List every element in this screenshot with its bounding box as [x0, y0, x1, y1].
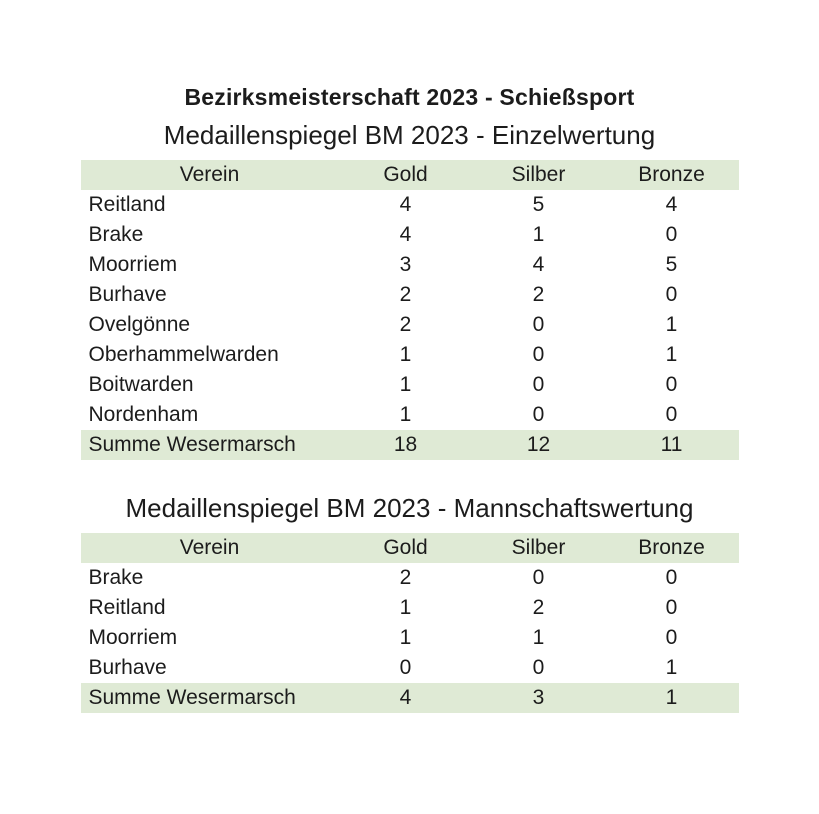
club-name-cell: Reitland [88, 596, 166, 619]
medal-count-cell: 0 [665, 566, 678, 589]
medal-count-cell: 0 [532, 343, 545, 366]
column-header-bronze: Bronze [605, 160, 739, 190]
total-silber-cell: 12 [473, 430, 605, 460]
medal-count-cell: 2 [532, 283, 545, 306]
table-row [81, 593, 739, 623]
medal-count-cell: 1 [665, 313, 678, 336]
medal-count-cell: 0 [532, 566, 545, 589]
table-row [81, 250, 739, 280]
club-name-cell: Ovelgönne [88, 313, 191, 336]
page-title: Bezirksmeisterschaft 2023 - Schießsport [184, 84, 635, 110]
total-bronze-cell: 11 [605, 430, 739, 460]
medal-count-cell: 0 [665, 373, 678, 396]
medal-table-mannschaftswertung [81, 533, 739, 713]
total-label-cell: Summe Wesermarsch [81, 683, 339, 713]
club-name-cell: Burhave [88, 283, 167, 306]
medal-count-cell: 1 [399, 373, 412, 396]
column-header-verein: Verein [81, 533, 339, 563]
medal-count-cell: 4 [399, 193, 412, 216]
medal-count-cell: 4 [532, 253, 545, 276]
medal-count-cell: 0 [399, 656, 412, 679]
club-name-cell: Reitland [88, 193, 166, 216]
club-name-cell: Nordenham [88, 403, 199, 426]
medal-count-cell: 1 [532, 223, 545, 246]
table-row [81, 563, 739, 593]
medal-count-cell: 3 [399, 253, 412, 276]
medal-count-cell: 0 [665, 596, 678, 619]
medal-count-cell: 4 [399, 223, 412, 246]
table-subtitle-einzelwertung: Medaillenspiegel BM 2023 - Einzelwertung [163, 120, 656, 150]
table-row [81, 653, 739, 683]
club-name-cell: Moorriem [88, 253, 178, 276]
medal-count-cell: 2 [532, 596, 545, 619]
medal-count-cell: 0 [665, 223, 678, 246]
table-subtitle-mannschaftswertung: Medaillenspiegel BM 2023 - Mannschaftswertung [125, 493, 694, 523]
club-name-cell: Oberhammelwarden [88, 343, 279, 366]
total-silber-cell: 3 [473, 683, 605, 713]
header-row [81, 533, 739, 563]
total-gold-cell: 4 [339, 683, 473, 713]
medal-table-einzelwertung [81, 160, 739, 460]
club-name-cell: Brake [88, 223, 144, 246]
medal-count-cell: 0 [665, 403, 678, 426]
medal-count-cell: 0 [532, 313, 545, 336]
total-bronze-cell: 1 [605, 683, 739, 713]
medal-count-cell: 1 [399, 403, 412, 426]
medal-count-cell: 1 [399, 343, 412, 366]
column-header-gold: Gold [339, 160, 473, 190]
column-header-silber: Silber [473, 533, 605, 563]
table-row [81, 400, 739, 430]
medal-count-cell: 4 [665, 193, 678, 216]
club-name-cell: Boitwarden [88, 373, 194, 396]
table-row [81, 280, 739, 310]
medal-count-cell: 0 [532, 373, 545, 396]
table-row [81, 370, 739, 400]
total-gold-cell: 18 [339, 430, 473, 460]
table-row [81, 220, 739, 250]
medal-count-cell: 0 [532, 403, 545, 426]
medal-count-cell: 1 [532, 626, 545, 649]
medal-count-cell: 1 [665, 343, 678, 366]
medal-count-cell: 1 [665, 656, 678, 679]
column-header-bronze: Bronze [605, 533, 739, 563]
total-row [81, 683, 739, 713]
table-row [81, 340, 739, 370]
table-row [81, 310, 739, 340]
medal-count-cell: 0 [665, 283, 678, 306]
medal-count-cell: 2 [399, 313, 412, 336]
medal-count-cell: 1 [399, 626, 412, 649]
club-name-cell: Burhave [88, 656, 167, 679]
table-row [81, 190, 739, 220]
medal-count-cell: 2 [399, 566, 412, 589]
medal-count-cell: 0 [665, 626, 678, 649]
total-row [81, 430, 739, 460]
club-name-cell: Brake [88, 566, 144, 589]
header-row [81, 160, 739, 190]
table-row [81, 623, 739, 653]
medal-count-cell: 2 [399, 283, 412, 306]
column-header-gold: Gold [339, 533, 473, 563]
medal-count-cell: 5 [532, 193, 545, 216]
total-label-cell: Summe Wesermarsch [81, 430, 339, 460]
column-header-verein: Verein [81, 160, 339, 190]
medal-count-cell: 1 [399, 596, 412, 619]
medal-count-cell: 5 [665, 253, 678, 276]
column-header-silber: Silber [473, 160, 605, 190]
medal-count-cell: 0 [532, 656, 545, 679]
club-name-cell: Moorriem [88, 626, 178, 649]
